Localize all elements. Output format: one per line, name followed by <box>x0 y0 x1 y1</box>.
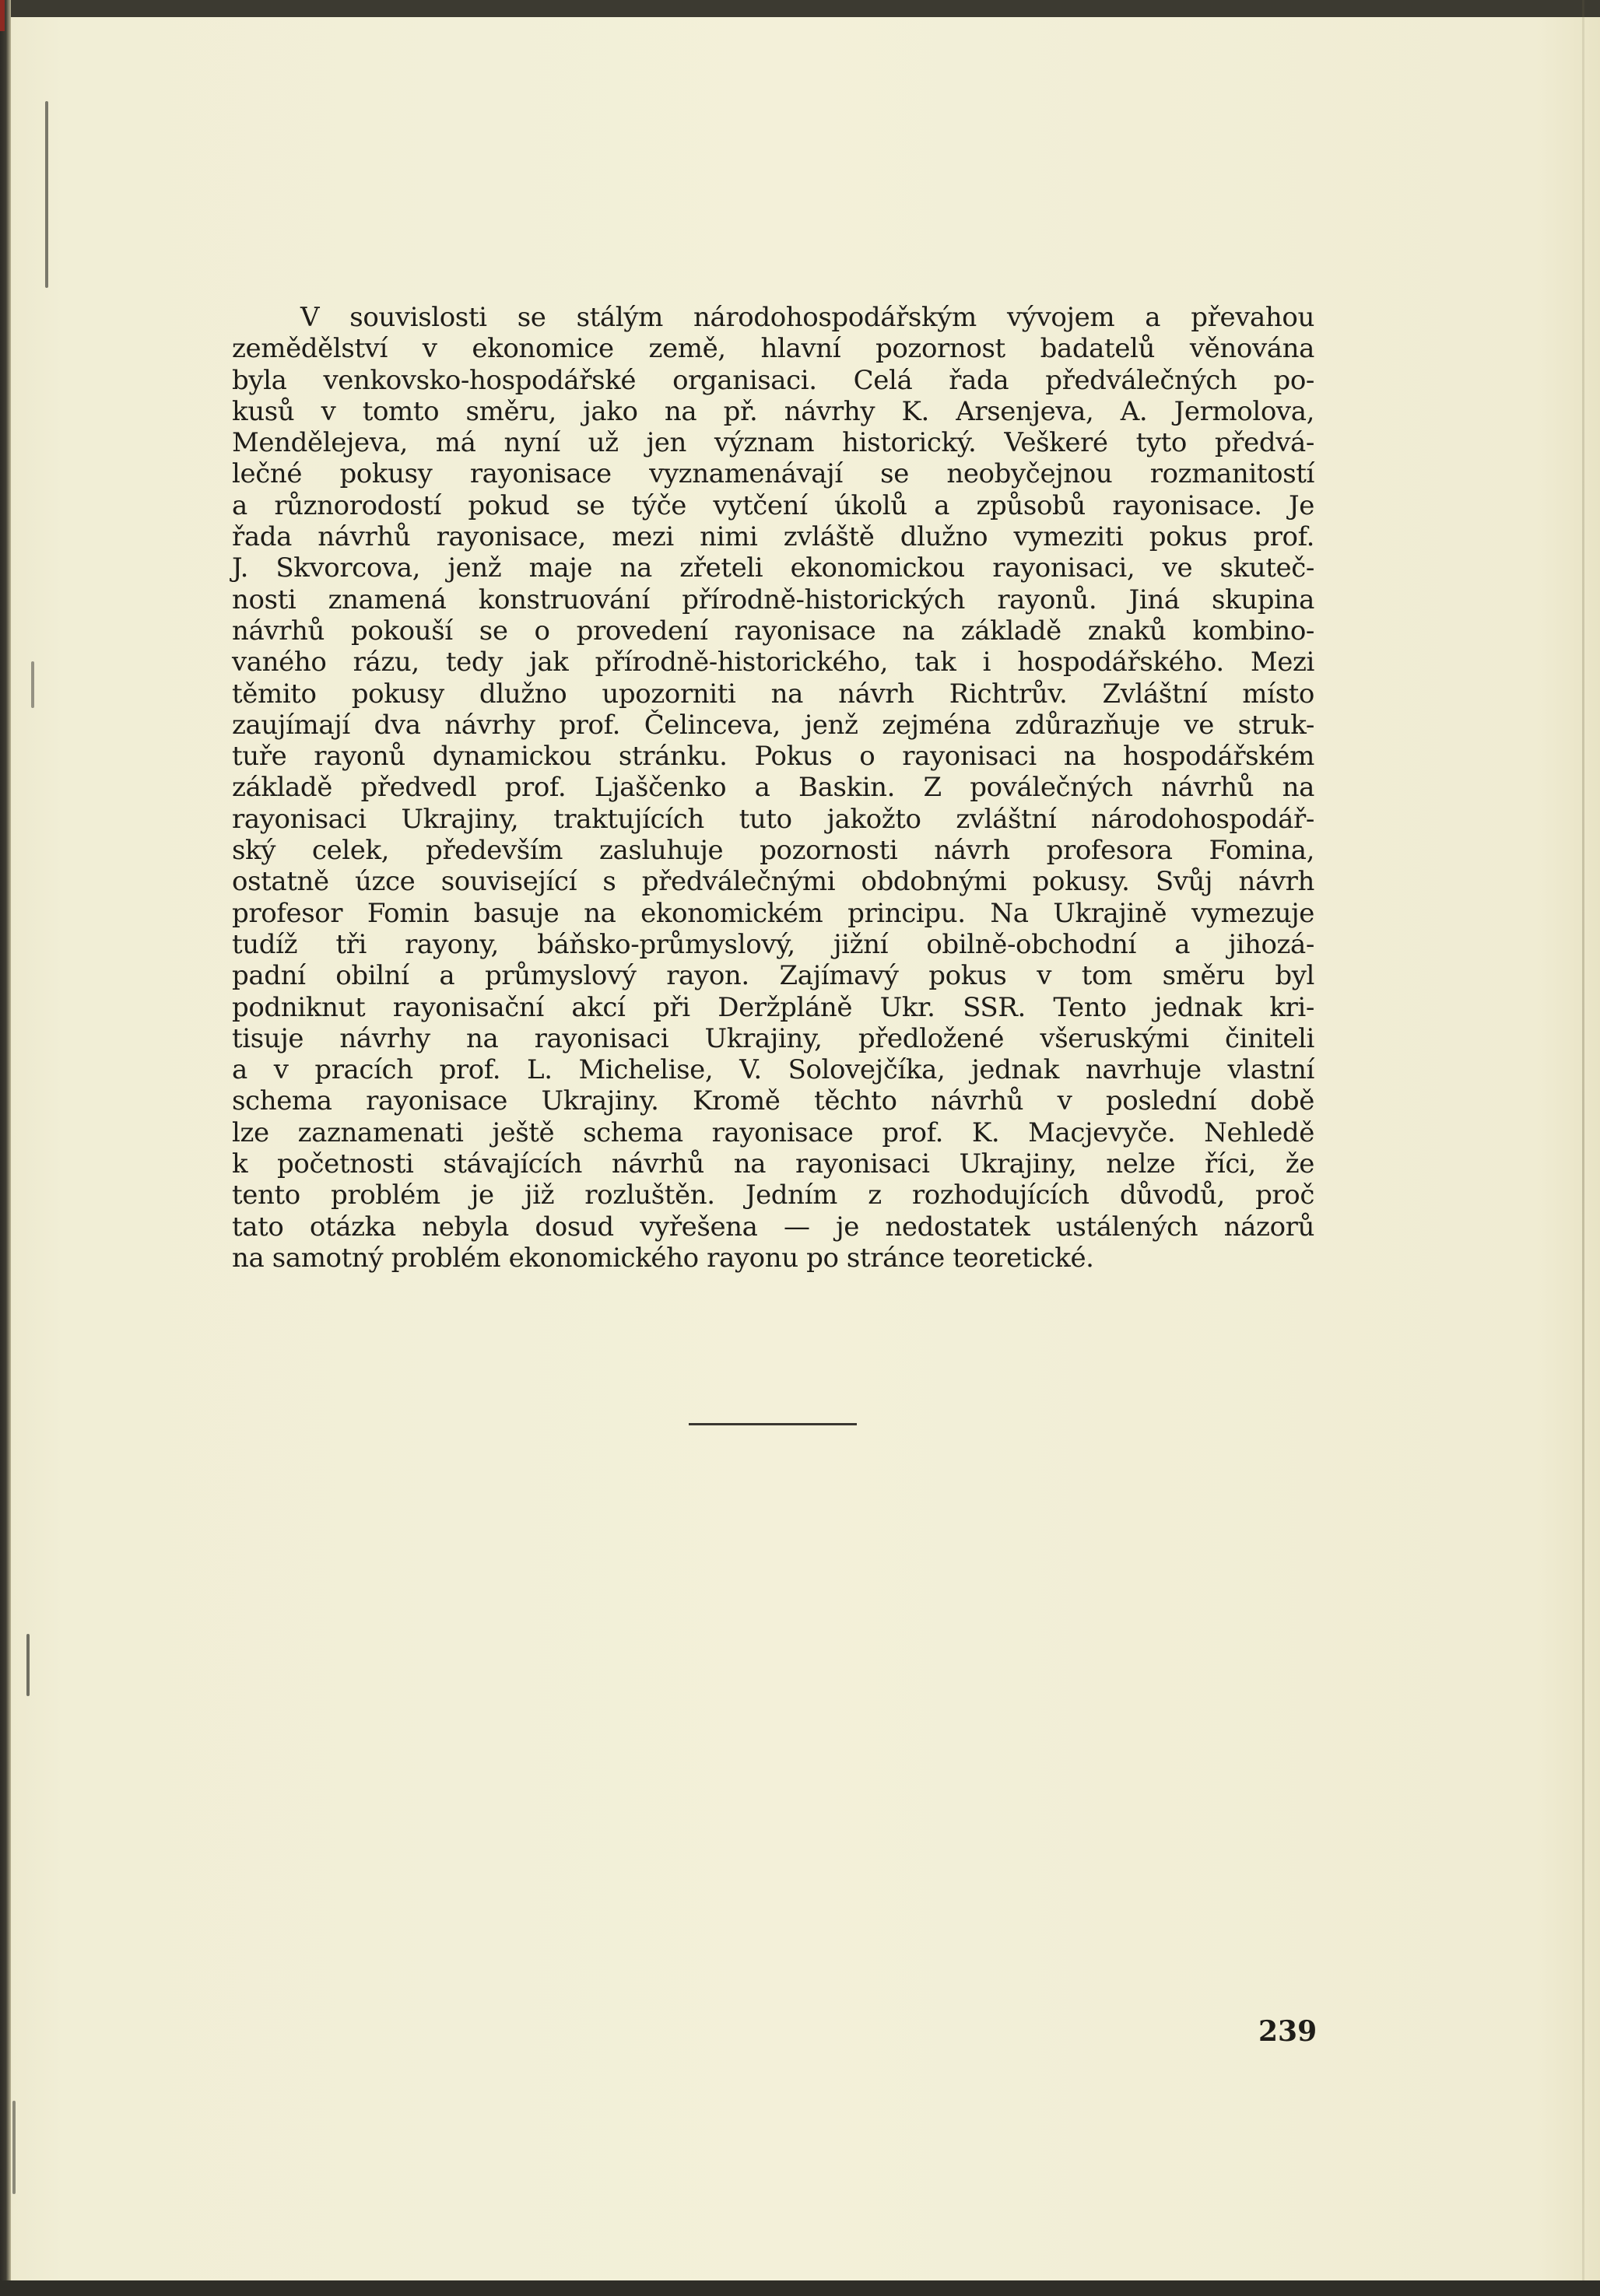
text-line: rayonisaci Ukrajiny, traktujících tuto jakožto zvláštní národohospodář- <box>232 803 1314 835</box>
text-line: k početnosti stávajících návrhů na rayonisaci Ukrajiny, nelze říci, že <box>232 1148 1314 1180</box>
binding-mark <box>31 661 34 708</box>
text-line: lečné pokusy rayonisace vyznamenávají se neobyčejnou rozmanitostí <box>232 458 1314 490</box>
text-line: lze zaznamenati ještě schema rayonisace prof. K. Macjevyče. Nehledě <box>232 1116 1314 1148</box>
text-line: ostatně úzce související s předválečnými obdobnými pokusy. Svůj návrh <box>232 866 1314 898</box>
text-line: schema rayonisace Ukrajiny. Kromě těchto návrhů v poslední době <box>232 1085 1314 1117</box>
page-fold-shadow <box>1582 0 1584 2296</box>
text-line: J. Skvorcova, jenž maje na zřeteli ekonomickou rayonisaci, ve skuteč- <box>232 552 1314 584</box>
text-line: Mendělejeva, má nyní už jen význam historický. Veškeré tyto předvá- <box>232 427 1314 459</box>
text-line: podniknut rayonisační akcí při Deržpláně Ukr. SSR. Tento jednak kri- <box>232 991 1314 1023</box>
text-line: řada návrhů rayonisace, mezi nimi zvláště dlužno vymeziti pokus prof. <box>232 521 1314 553</box>
text-line: zaujímají dva návrhy prof. Čelinceva, jenž zejména zdůrazňuje ve struk- <box>232 709 1314 741</box>
text-line: tento problém je již rozluštěn. Jedním z rozhodujících důvodů, proč <box>232 1180 1314 1211</box>
binding-mark <box>45 101 48 288</box>
text-line: tisuje návrhy na rayonisaci Ukrajiny, předložené všeruskými činiteli <box>232 1022 1314 1054</box>
text-line: padní obilní a průmyslový rayon. Zajímavý pokus v tom směru byl <box>232 960 1314 992</box>
text-line: tato otázka nebyla dosud vyřešena — je nedostatek ustálených názorů <box>232 1211 1314 1243</box>
text-line: byla venkovsko-hospodářské organisaci. Celá řada předválečných po- <box>232 364 1314 396</box>
binding-accent <box>0 0 5 31</box>
text-line: a v pracích prof. L. Michelise, V. Solovejčíka, jednak navrhuje vlastní <box>232 1054 1314 1086</box>
text-line: profesor Fomin basuje na ekonomickém principu. Na Ukrajině vymezuje <box>232 897 1314 929</box>
text-line: vaného rázu, tedy jak přírodně-historického, tak i hospodářského. Mezi <box>232 647 1314 678</box>
text-line: ský celek, především zasluhuje pozornosti návrh profesora Fomina, <box>232 835 1314 867</box>
scan-bottom-edge <box>0 2280 1600 2296</box>
binding-mark <box>12 2101 16 2194</box>
text-line: tudíž tři rayony, báňsko-průmyslový, jižní obilně-obchodní a jihozá- <box>232 928 1314 960</box>
page-number: 239 <box>1258 2015 1318 2048</box>
scan-top-edge <box>0 0 1600 17</box>
text-line: tuře rayonů dynamickou stránku. Pokus o rayonisaci na hospodářském <box>232 741 1314 773</box>
text-line: základě předvedl prof. Ljaščenko a Baskin. Z poválečných návrhů na <box>232 772 1314 804</box>
body-paragraph <box>232 302 1314 1274</box>
text-line: na samotný problém ekonomického rayonu po stránce teoretické. <box>232 1242 1094 1274</box>
scan-binding-edge <box>0 0 11 2296</box>
text-line: a různorodostí pokud se týče vytčení úkolů a způsobů rayonisace. Je <box>232 489 1314 521</box>
text-line: V souvislosti se stálým národohospodářským vývojem a převahou <box>300 302 1314 333</box>
text-line: zemědělství v ekonomice země, hlavní pozornost badatelů věnována <box>232 333 1314 365</box>
section-end-rule <box>689 1423 857 1425</box>
text-line: návrhů pokouší se o provedení rayonisace na základě znaků kombino- <box>232 615 1314 647</box>
binding-mark <box>26 1634 30 1696</box>
text-line: kusů v tomto směru, jako na př. návrhy K. Arsenjeva, A. Jermolova, <box>232 395 1314 427</box>
text-line: nosti znamená konstruování přírodně-historických rayonů. Jiná skupina <box>232 584 1314 615</box>
text-line: těmito pokusy dlužno upozorniti na návrh Richtrův. Zvláštní místo <box>232 678 1314 710</box>
